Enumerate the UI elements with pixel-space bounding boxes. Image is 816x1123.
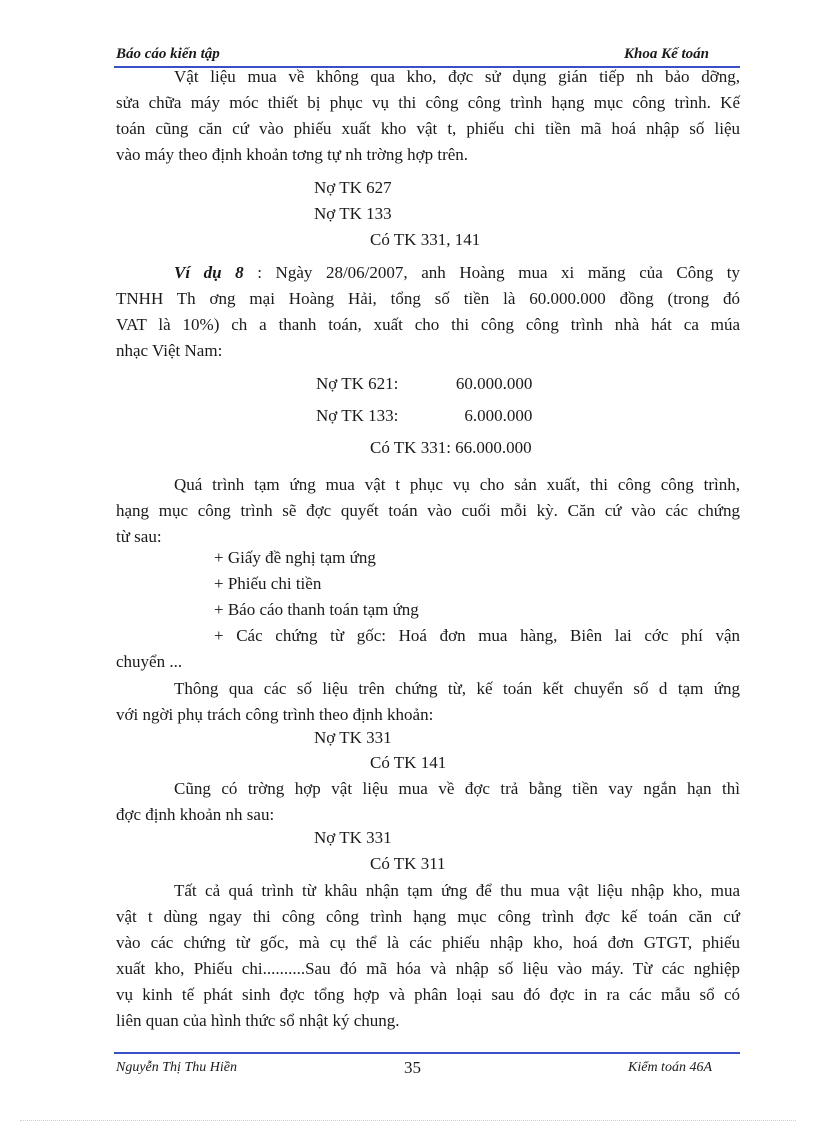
text-line: Quá trình tạm ứng mua vật t phục vụ cho sản xuất, thi công công trình, [174, 475, 740, 494]
paragraph-2 [116, 472, 740, 550]
example-8 [116, 260, 740, 364]
text-line: liên quan của hình thức sổ nhật ký chung. [116, 1011, 400, 1030]
list-item: + Báo cáo thanh toán tạm ứng [214, 600, 419, 619]
list-item-continuation: chuyển ... [116, 652, 183, 671]
entry1-debit2: Nợ TK 133 [314, 204, 392, 223]
entry2-debit2: Nợ TK 133: 6.000.000 [316, 406, 533, 425]
text-line: toán cũng căn cứ vào phiếu xuất kho vật t, phiếu chi tiền mã hoá nhập số liệu [116, 119, 740, 138]
paragraph-3 [116, 676, 740, 728]
footer-rule [114, 1052, 740, 1054]
text-line: VAT là 10%) ch a thanh toán, xuất cho thi công công trình nhà hát ca múa [116, 315, 740, 334]
header-right: Khoa Kế toán [624, 46, 710, 62]
list-item: + Giấy đề nghị tạm ứng [214, 548, 376, 567]
entry4-debit: Nợ TK 331 [314, 828, 392, 847]
list-item: + Các chứng từ gốc: Hoá đơn mua hàng, Biên lai cớc phí vận [214, 626, 740, 645]
bottom-dotted-line [20, 1120, 796, 1121]
footer-class: Kiểm toán 46A [628, 1060, 712, 1075]
text-line: đợc định khoản nh sau: [116, 805, 275, 824]
list-item: + Phiếu chi tiền [214, 574, 322, 593]
text-line: TNHH Th ơng mại Hoàng Hải, tổng số tiền là 60.000.000 đồng (trong đó [116, 289, 740, 308]
entry3-credit: Có TK 141 [370, 753, 447, 772]
text-line: hạng mục công trình sẽ đợc quyết toán vào cuối mỗi kỳ. Căn cứ vào các chứng [116, 501, 740, 520]
footer-author: Nguyễn Thị Thu Hiền [116, 1060, 237, 1075]
entry3-debit: Nợ TK 331 [314, 728, 392, 747]
text-line: Thông qua các số liệu trên chứng từ, kế toán kết chuyển số d tạm ứng [174, 679, 740, 698]
text-line: vật t dùng ngay thi công công trình hạng mục công trình đợc kế toán căn cứ [116, 907, 740, 926]
paragraph-5 [116, 878, 740, 1034]
text-line: vụ kinh tế phát sinh đợc tổng hợp và phân loại sau đó đợc in ra các mẫu sổ có [116, 985, 740, 1004]
header-left: Báo cáo kiến tập [116, 46, 220, 62]
entry1-credit: Có TK 331, 141 [370, 230, 481, 249]
example-label: Ví dụ 8 [174, 263, 244, 282]
text-line: Cũng có trờng hợp vật liệu mua về đợc trả bằng tiền vay ngắn hạn thì [174, 779, 740, 798]
entry1-debit1: Nợ TK 627 [314, 178, 392, 197]
entry2-debit1: Nợ TK 621: 60.000.000 [316, 374, 533, 393]
entry2-credit: Có TK 331: 66.000.000 [370, 438, 532, 457]
text-line: Tất cả quá trình từ khâu nhận tạm ứng để thu mua vật liệu nhập kho, mua [174, 881, 740, 900]
paragraph-1 [116, 46, 740, 168]
text-line: từ sau: [116, 527, 162, 546]
entry4-credit: Có TK 311 [370, 854, 446, 873]
text-line: vào máy theo định khoản tơng tự nh trờng hợp trên. [116, 145, 469, 164]
text-line: Vật liệu mua về không qua kho, đợc sử dụng gián tiếp nh bảo dỡng, [174, 67, 740, 86]
paragraph-4 [116, 776, 740, 828]
page-number: 35 [404, 1058, 421, 1077]
text-line: nhạc Việt Nam: [116, 341, 223, 360]
text-line: sửa chữa máy móc thiết bị phục vụ thi công công trình hạng mục công trình. Kế [116, 93, 740, 112]
text-line: Ví dụ 8 : Ngày 28/06/2007, anh Hoàng mua xi măng của Công ty [174, 263, 740, 282]
text-line: vào các chứng từ gốc, mà cụ thể là các phiếu nhập kho, hoá đơn GTGT, phiếu [116, 933, 740, 952]
text-line: xuất kho, Phiếu chi..........Sau đó mã hóa và nhập số liệu vào máy. Từ các nghiệp [116, 959, 740, 978]
text-line: với ngời phụ trách công trình theo định khoản: [116, 705, 434, 724]
